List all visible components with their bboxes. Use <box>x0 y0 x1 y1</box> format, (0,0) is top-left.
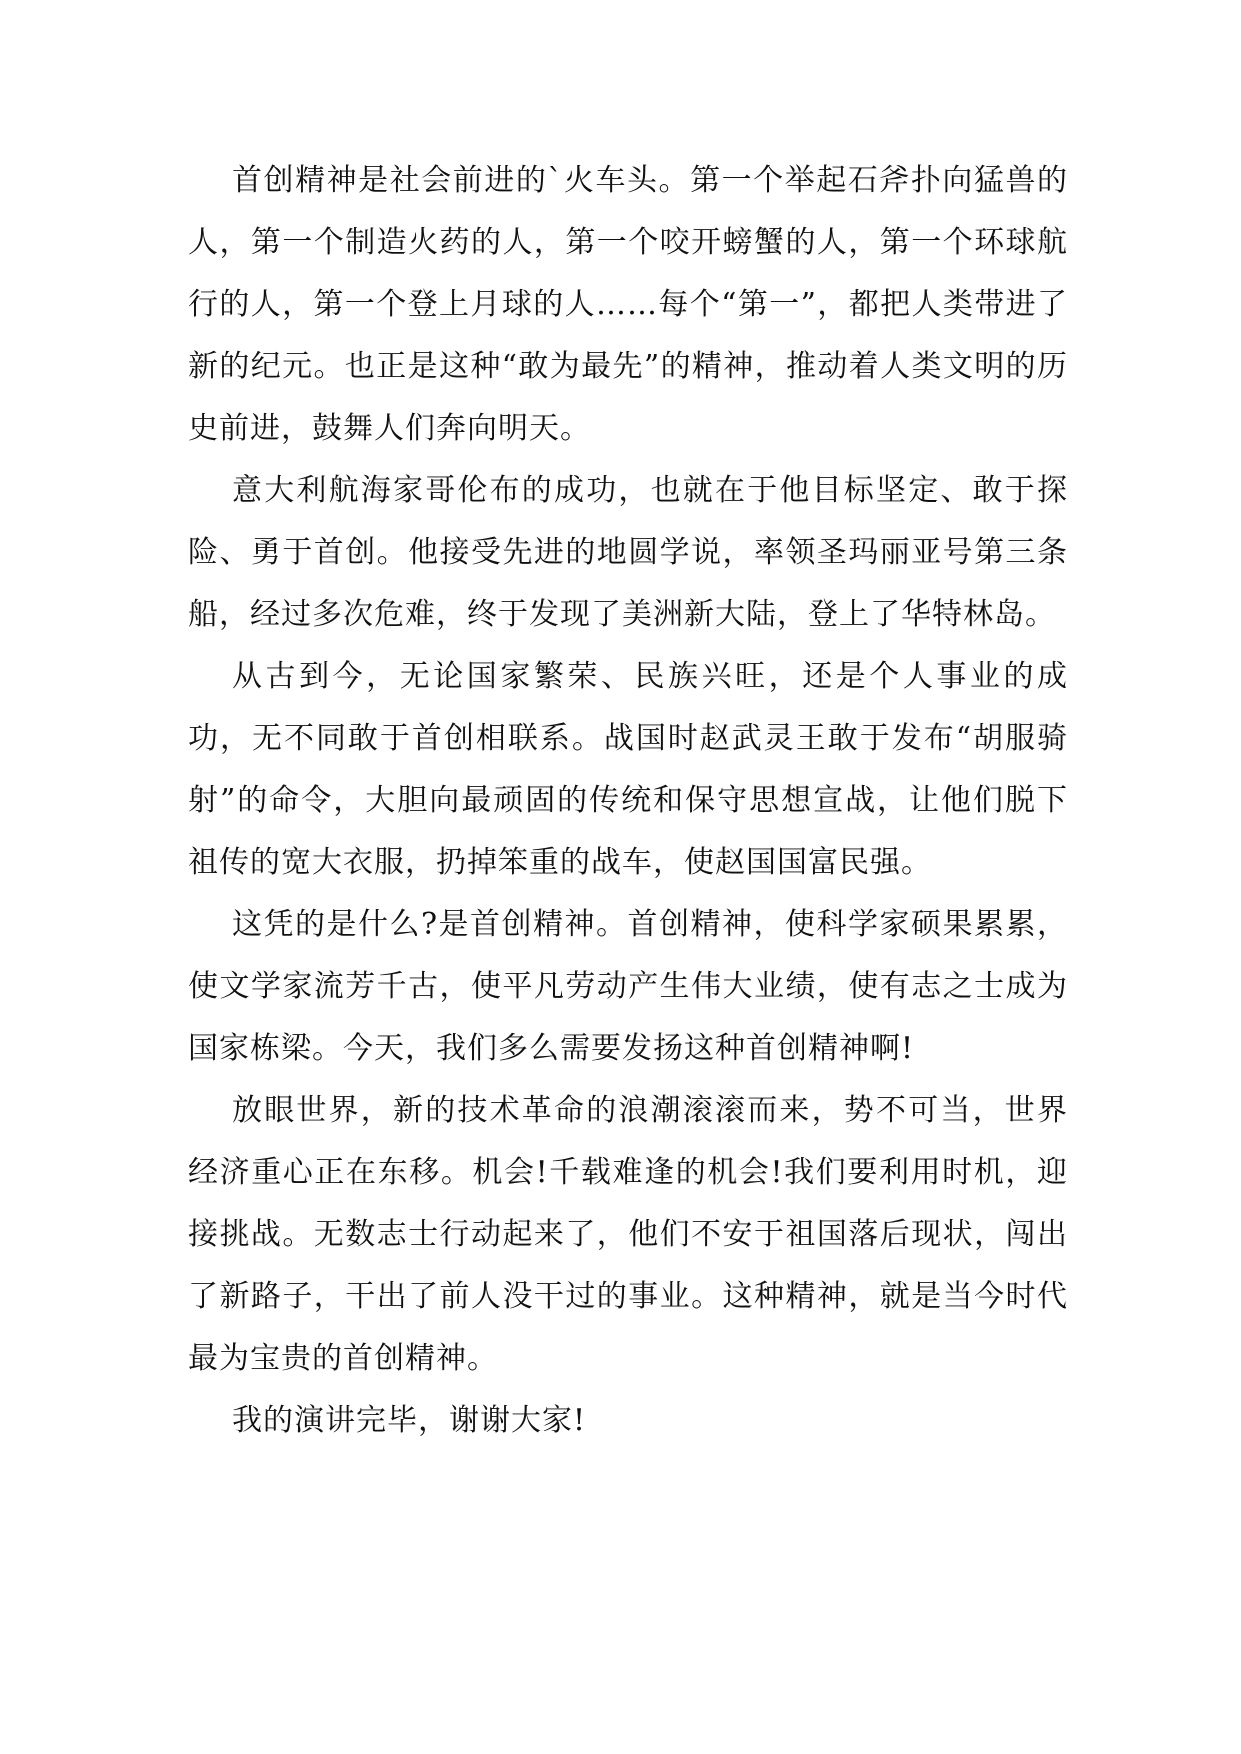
paragraph-4: 这凭的是什么?是首创精神。首创精神，使科学家硕果累累，使文学家流芳千古，使平凡劳动产生伟大业绩，使有志之士成为国家栋梁。今天，我们多么需要发扬这种首创精神啊! <box>188 907 1068 1066</box>
paragraph-6: 我的演讲完毕，谢谢大家! <box>232 1403 587 1438</box>
document-body <box>188 150 1068 1452</box>
paragraph-2: 意大利航海家哥伦布的成功，也就在于他目标坚定、敢于探险、勇于首创。他接受先进的地圆学说，率领圣玛丽亚号第三条船，经过多次危难，终于发现了美洲新大陆，登上了华特林岛。 <box>188 473 1068 632</box>
paragraph-1: 首创精神是社会前进的`火车头。第一个举起石斧扑向猛兽的人，第一个制造火药的人，第一个咬开螃蟹的人，第一个环球航行的人，第一个登上月球的人……每个“第一”，都把人类带进了新的纪元。也正是这种“敢为最先”的精神，推动着人类文明的历史前进，鼓舞人们奔向明天。 <box>188 163 1068 446</box>
paragraph-5: 放眼世界，新的技术革命的浪潮滚滚而来，势不可当，世界经济重心正在东移。机会!千载难逢的机会!我们要利用时机，迎接挑战。无数志士行动起来了，他们不安于祖国落后现状，闯出了新路子，干出了前人没干过的事业。这种精神，就是当今时代最为宝贵的首创精神。 <box>188 1093 1068 1376</box>
paragraph-3: 从古到今，无论国家繁荣、民族兴旺，还是个人事业的成功，无不同敢于首创相联系。战国时赵武灵王敢于发布“胡服骑射”的命令，大胆向最顽固的传统和保守思想宣战，让他们脱下祖传的宽大衣服，扔掉笨重的战车，使赵国国富民强。 <box>188 659 1068 880</box>
